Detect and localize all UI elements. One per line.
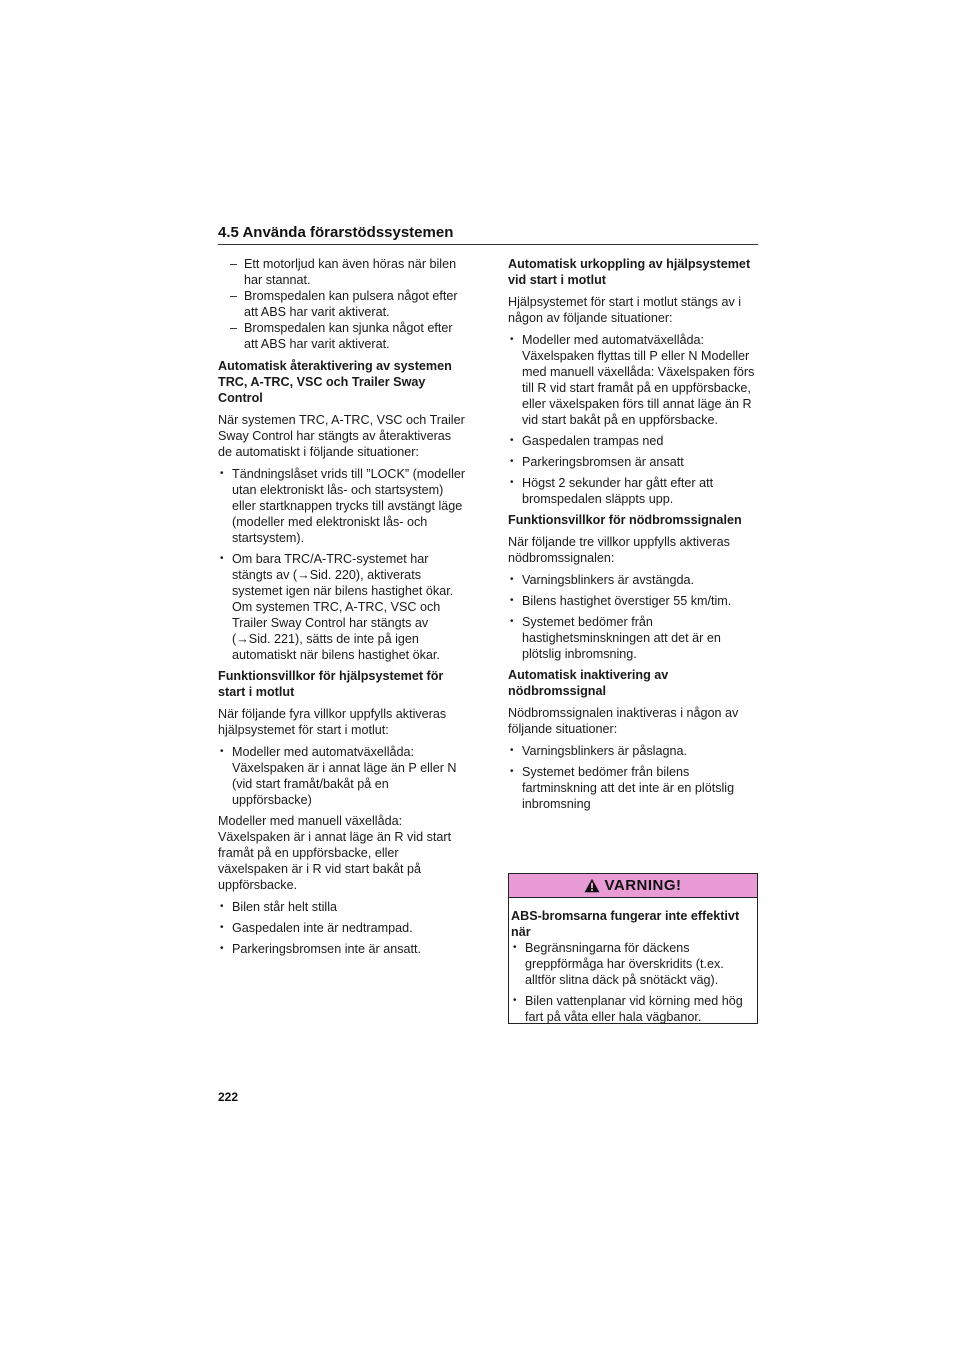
paragraph: När följande fyra villkor uppfylls aktiveras hjälpsystemet för start i motlut:	[218, 707, 447, 737]
list-item: • Tändningslåset vrids till ”LOCK” (modeller utan elektroniskt lås- och startsystem) eller startknappen trycks till avstängt läge (modeller med elektroniskt lås- och startsystem).	[218, 466, 468, 546]
list-item: • Varningsblinkers är påslagna.	[508, 743, 758, 759]
bullet-list	[508, 332, 758, 507]
list-item: • Systemet bedömer från bilens fartminskning att det inte är en plötslig inbromsning	[508, 764, 758, 812]
list-item: • Gaspedalen inte är nedtrampad.	[218, 920, 468, 936]
header-rule	[218, 244, 758, 245]
paragraph: Hjälpsystemet för start i motlut stängs av i någon av följande situationer:	[508, 295, 742, 325]
bullet-list	[218, 899, 468, 957]
bullet-list	[508, 572, 758, 662]
list-item: – Ett motorljud kan även höras när bilen har stannat.	[230, 256, 468, 288]
paragraph: Nödbromssignalen inaktiveras i någon av följande situationer:	[508, 706, 739, 736]
bullet-list	[218, 744, 468, 808]
list-item: • Parkeringsbromsen inte är ansatt.	[218, 941, 468, 957]
list-item: • Parkeringsbromsen är ansatt	[508, 454, 758, 470]
list-item: • Modeller med automatväxellåda: Växelspaken är i annat läge än P eller N (vid start framåt/bakåt på en uppförsbacke)	[218, 744, 468, 808]
warning-header	[509, 874, 757, 898]
list-item: • Bilens hastighet överstiger 55 km/tim.	[508, 593, 758, 609]
list-item: • Gaspedalen trampas ned	[508, 433, 758, 449]
list-item: – Bromspedalen kan sjunka något efter att ABS har varit aktiverat.	[230, 320, 468, 352]
warning-heading: ABS-bromsarna fungerar inte effektivt när	[511, 909, 740, 939]
page-number: 222	[218, 1090, 239, 1104]
heading-hill-start-cancel: Automatisk urkoppling av hjälpsystemet vid start i motlut	[508, 257, 751, 287]
list-item: • Om bara TRC/A-TRC-systemet har stängts av (→Sid. 220), aktiverats systemet igen när bilens hastighet ökar. Om systemen TRC, A-TRC, VSC och Trailer Sway Control har stängts av (→Sid. 221), sätts de inte på igen automatiskt när bilens hastighet ökar.	[218, 551, 468, 663]
warning-body	[509, 898, 757, 1025]
list-item: • Systemet bedömer från hastighetsminskningen att det är en plötslig inbromsning.	[508, 614, 758, 662]
list-item: • Varningsblinkers är avstängda.	[508, 572, 758, 588]
heading-reactivation: Automatisk återaktivering av systemen TRC, A-TRC, VSC och Trailer Sway Control	[218, 359, 452, 405]
left-column	[218, 256, 468, 962]
warning-box	[508, 873, 758, 1024]
warning-list	[511, 940, 755, 1025]
dash-list	[218, 256, 468, 352]
list-item: • Bilen vattenplanar vid körning med hög fart på våta eller hala vägbanor.	[511, 993, 755, 1025]
section-title: 4.5 Använda förarstödssystemen	[218, 224, 454, 241]
list-item: • Högst 2 sekunder har gått efter att bromspedalen släppts upp.	[508, 475, 758, 507]
list-item: • Bilen står helt stilla	[218, 899, 468, 915]
paragraph: Modeller med manuell växellåda: Växelspaken är i annat läge än R vid start framåt på en uppförsbacke, eller växelspaken är i R vid start bakåt på uppförsbacke.	[218, 814, 452, 892]
bullet-list	[218, 466, 468, 663]
heading-hill-start-conditions: Funktionsvillkor för hjälpsystemet för start i motlut	[218, 669, 444, 699]
warning-triangle-icon	[584, 878, 600, 893]
list-item: • Modeller med automatväxellåda: Växelspaken flyttas till P eller N Modeller med manuell växellåda: Växelspaken förs till R vid start framåt på en uppförsbacke, eller växelspaken förs till annat läge än R vid start bakåt på en uppförsbacke.	[508, 332, 758, 428]
list-item: – Bromspedalen kan pulsera något efter att ABS har varit aktiverat.	[230, 288, 468, 320]
heading-emergency-signal-conditions: Funktionsvillkor för nödbromssignalen	[508, 513, 742, 527]
right-column	[508, 256, 758, 817]
bullet-list	[508, 743, 758, 812]
warning-title: VARNING!	[604, 877, 682, 894]
heading-emergency-signal-deactivation: Automatisk inaktivering av nödbromssignal	[508, 668, 669, 698]
paragraph: När systemen TRC, A-TRC, VSC och Trailer Sway Control har stängts av återaktiveras de automatiskt i följande situationer:	[218, 413, 465, 459]
paragraph: När följande tre villkor uppfylls aktiveras nödbromssignalen:	[508, 535, 730, 565]
list-item: • Begränsningarna för däckens greppförmåga har överskridits (t.ex. alltför slitna däck på snötäckt väg).	[511, 940, 755, 988]
